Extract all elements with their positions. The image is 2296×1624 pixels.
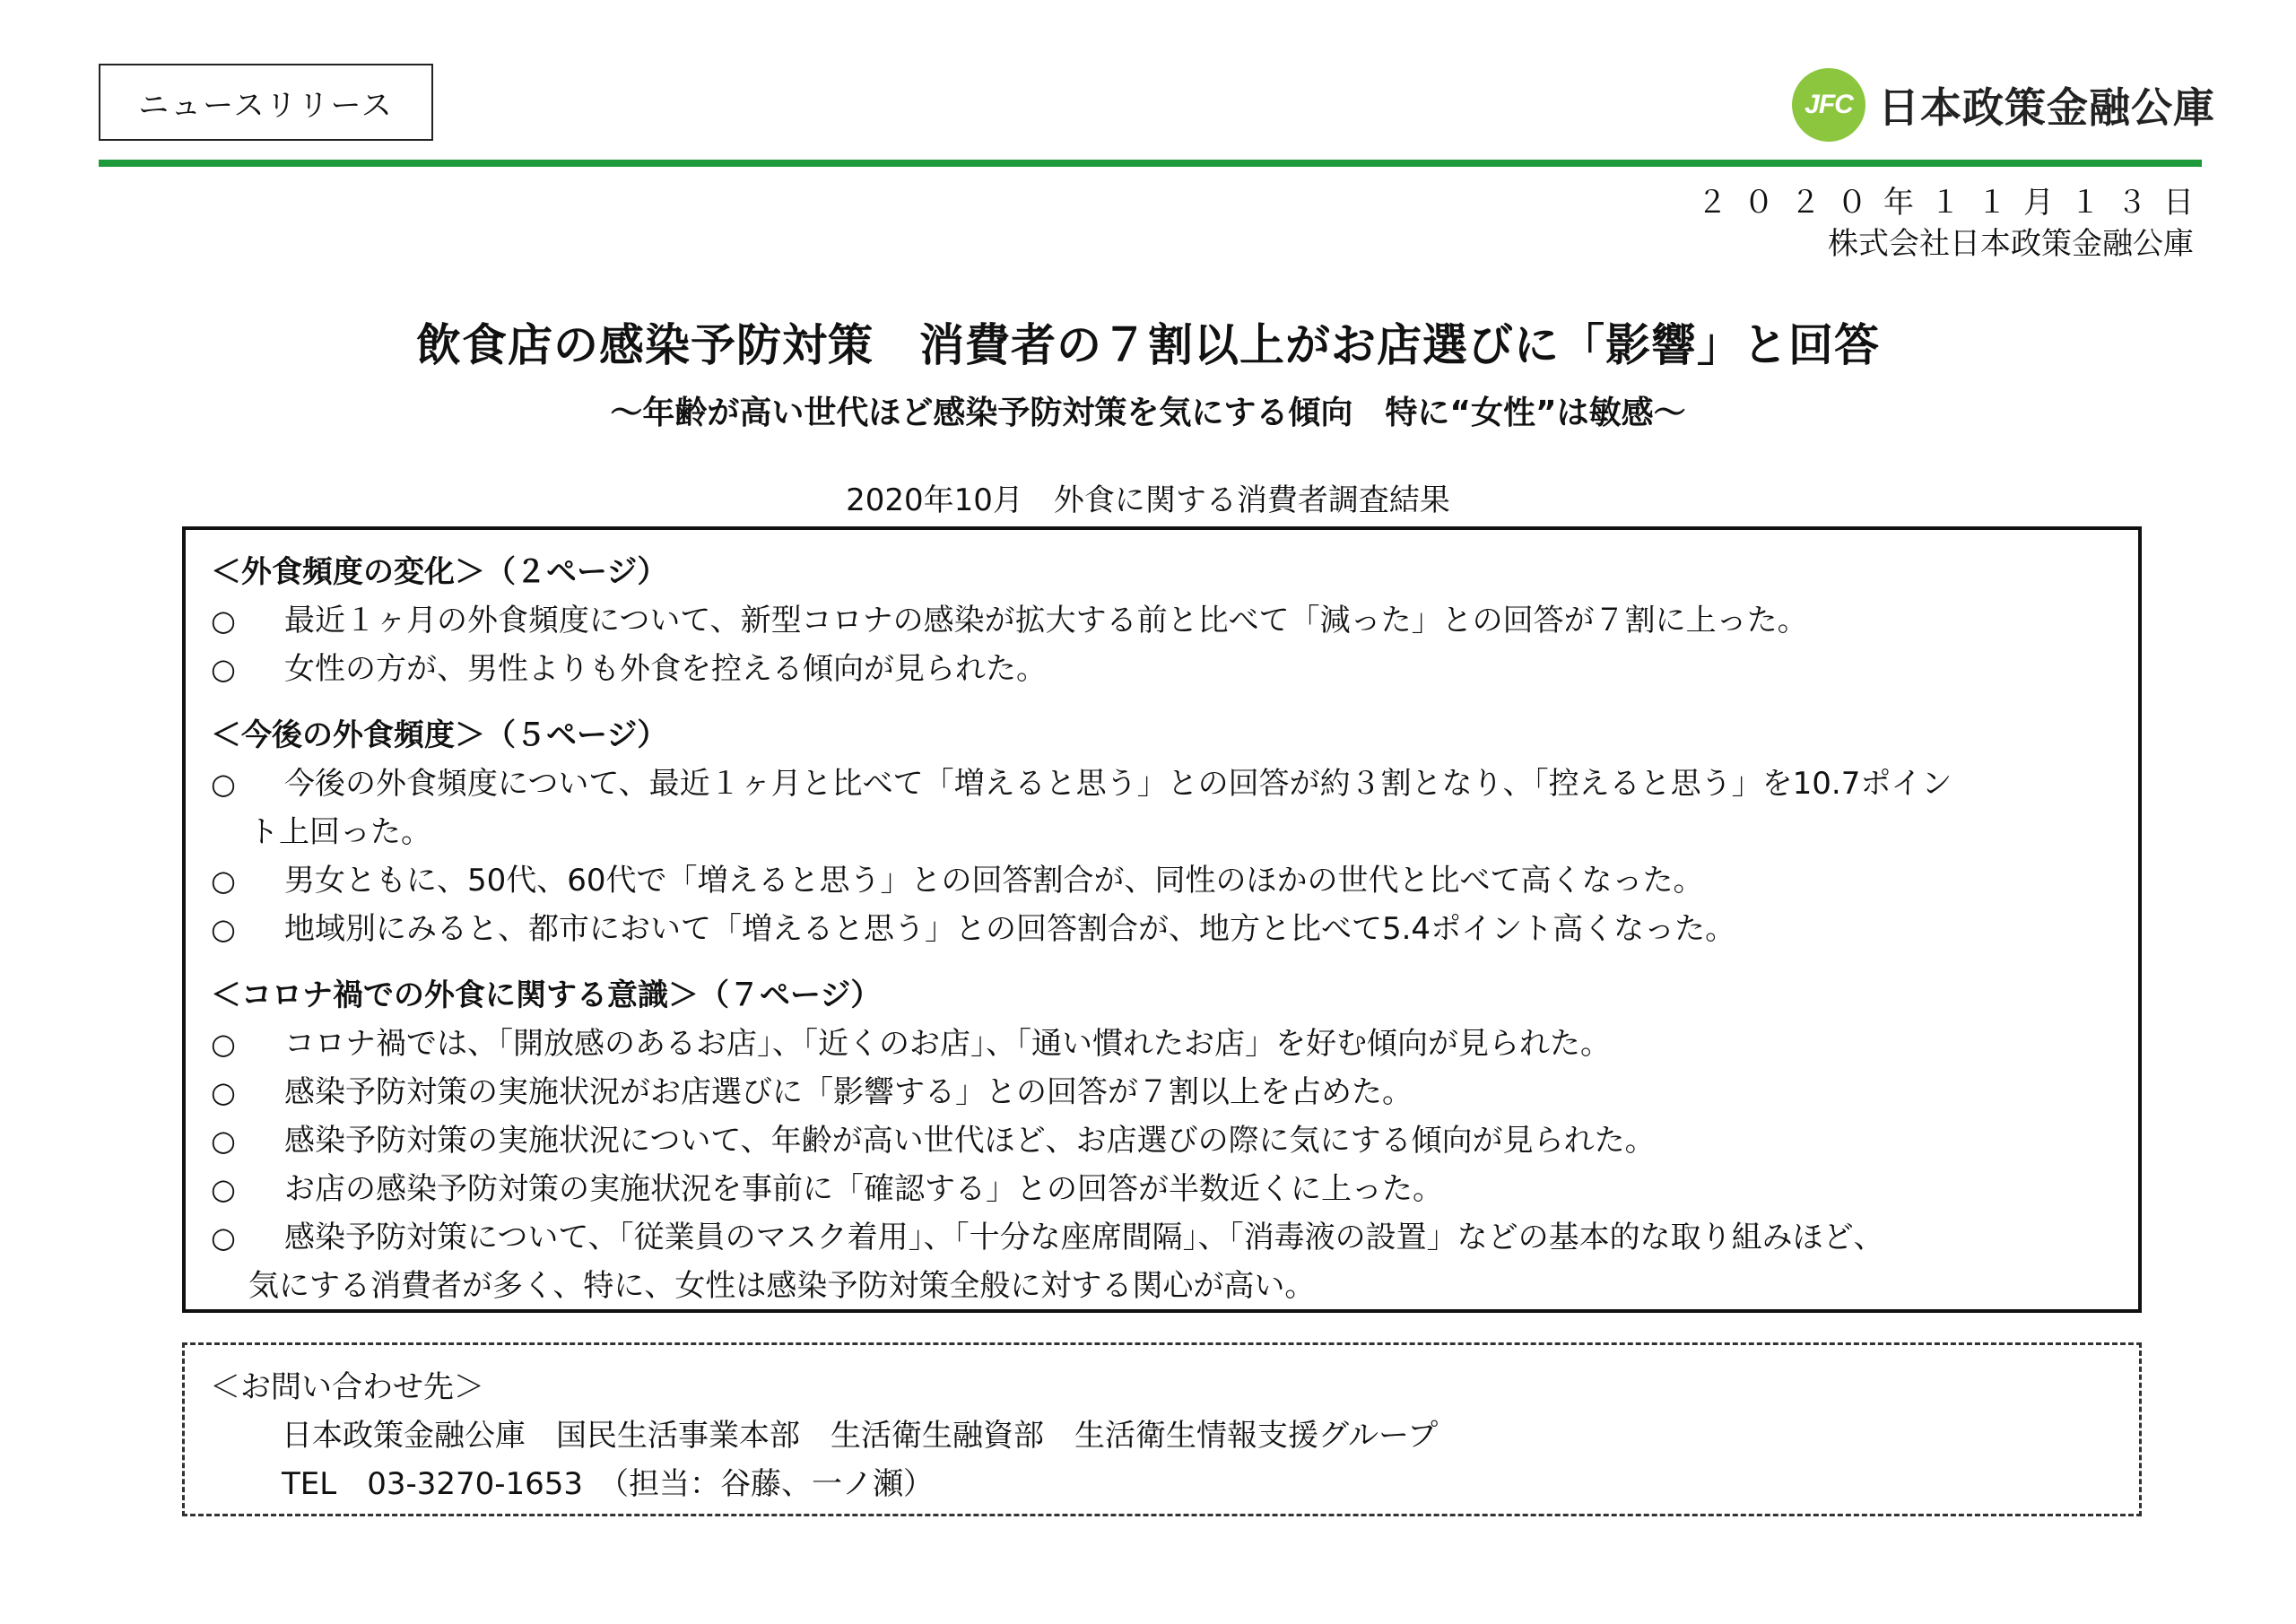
circle-bullet-icon: ○ — [211, 1172, 236, 1206]
list-item-text: コロナ禍では、「開放感のあるお店」、「近くのお店」、「通い慣れたお店」を好む傾向が見られた。 — [284, 1026, 1611, 1062]
circle-bullet-icon: ○ — [211, 652, 236, 686]
section-heading-future-dining-frequency: ＜今後の外食頻度＞（５ページ） — [211, 717, 668, 753]
issuer-company: 株式会社日本政策金融公庫 — [1828, 226, 2194, 262]
jfc-logo — [1792, 67, 2215, 143]
list-item-text: 感染予防対策について、「従業員のマスク着用」、「十分な座席間隔」、「消毒液の設置」などの基本的な取り組みほど、 — [284, 1220, 1884, 1255]
header-divider — [99, 160, 2202, 167]
page-subtitle: ～年齢が高い世代ほど感染予防対策を気にする傾向 特に“女性”は敏感～ — [610, 395, 1686, 431]
contact-box — [182, 1342, 2142, 1516]
list-item — [211, 1213, 2138, 1262]
list-item-text: 最近１ヶ月の外食頻度について、新型コロナの感染が拡大する前と比べて「減った」との回答が７割に上った。 — [284, 603, 1808, 638]
jfc-logo-name: 日本政策金融公庫 — [1878, 83, 2215, 132]
news-release-label: ニュースリリース — [99, 64, 433, 141]
list-item — [211, 905, 2138, 953]
list-item — [211, 1068, 2138, 1116]
circle-bullet-icon: ○ — [211, 1124, 236, 1158]
list-item-text: 女性の方が、男性よりも外食を控える傾向が見られた。 — [284, 651, 1047, 687]
list-item-text: 男女ともに、50代、60代で「増えると思う」との回答割合が、同性のほかの世代と比べて高くなった。 — [284, 863, 1704, 899]
list-item-text: ト上回った。 — [248, 814, 431, 850]
list-item-text: 地域別にみると、都市において「増えると思う」との回答割合が、地方と比べて5.4ポイント高くなった。 — [284, 911, 1736, 947]
contact-heading: ＜お問い合わせ先＞ — [210, 1369, 484, 1405]
circle-bullet-icon: ○ — [211, 1027, 236, 1061]
contact-phone: TEL 03-3270-1653 （担当：谷藤、一ノ瀬） — [282, 1466, 935, 1502]
section-heading-dining-frequency-change: ＜外食頻度の変化＞（２ページ） — [211, 554, 668, 590]
list-item — [211, 760, 2138, 808]
list-item-text: 感染予防対策の実施状況がお店選びに「影響する」との回答が７割以上を占めた。 — [284, 1074, 1413, 1110]
list-item-text: 感染予防対策の実施状況について、年齢が高い世代ほど、お店選びの際に気にする傾向が見られた。 — [284, 1123, 1656, 1159]
list-item — [211, 645, 2138, 693]
contact-department: 日本政策金融公庫 国民生活事業本部 生活衛生融資部 生活衛生情報支援グループ — [282, 1418, 1439, 1454]
list-item — [211, 1116, 2138, 1165]
list-item-text: 今後の外食頻度について、最近１ヶ月と比べて「増えると思う」との回答が約３割となり、「控えると思う」を10.7ポイン — [284, 766, 1952, 802]
list-item — [211, 856, 2138, 905]
circle-bullet-icon: ○ — [211, 864, 236, 898]
list-item-text: お店の感染予防対策の実施状況を事前に「確認する」との回答が半数近くに上った。 — [284, 1171, 1443, 1207]
circle-bullet-icon: ○ — [211, 912, 236, 946]
list-item-text: 気にする消費者が多く、特に、女性は感染予防対策全般に対する関心が高い。 — [248, 1268, 1316, 1304]
jfc-logo-mark-icon: JFC — [1792, 68, 1866, 142]
list-item — [211, 1020, 2138, 1068]
circle-bullet-icon: ○ — [211, 1220, 236, 1255]
list-item-continuation — [211, 808, 2138, 856]
release-date: ２０２０年１１月１３日 — [1697, 185, 2210, 221]
summary-box — [182, 526, 2142, 1313]
list-item-continuation — [211, 1262, 2138, 1310]
list-item — [211, 596, 2138, 645]
page-title: 飲食店の感染予防対策 消費者の７割以上がお店選びに「影響」と回答 — [416, 319, 1880, 371]
circle-bullet-icon: ○ — [211, 1075, 236, 1109]
list-item — [211, 1165, 2138, 1213]
circle-bullet-icon: ○ — [211, 604, 236, 638]
section-heading-covid-dining-awareness: ＜コロナ禍での外食に関する意識＞（７ページ） — [211, 977, 882, 1013]
survey-label: 2020年10月 外食に関する消費者調査結果 — [846, 482, 1450, 518]
circle-bullet-icon: ○ — [211, 767, 236, 801]
